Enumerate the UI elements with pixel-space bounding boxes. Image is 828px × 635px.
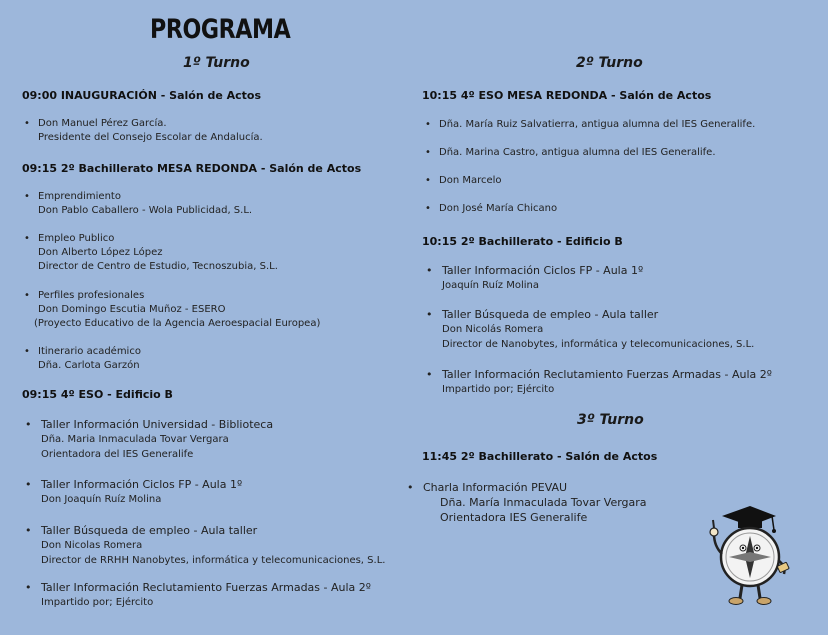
session-inauguracion-title: 09:00 INAUGURACIÓN - Salón de Actos (22, 89, 262, 102)
list-item: • Taller Búsqueda de empleo - Aula taller Don Nicolás Romera Director de Nanobytes, informática y telecomunicaciones, S.L. (424, 307, 754, 352)
turno-2-heading: 2º Turno (576, 55, 643, 71)
list-item: • Don Manuel Pérez García. Presidente del Consejo Escolar de Andalucía. (22, 117, 263, 145)
list-item: • Itinerario académico Dña. Carlota Garzón (22, 345, 141, 373)
list-item: • Taller Información Ciclos FP - Aula 1º Joaquín Ruíz Molina (424, 263, 643, 293)
list-item: • Dña. Marina Castro, antigua alumna del IES Generalife. (423, 146, 716, 160)
session-bachillerato-mesa-title: 09:15 2º Bachillerato MESA REDONDA - Salón de Actos (22, 162, 362, 175)
list-item: • Taller Información Universidad - Biblioteca Dña. Maria Inmaculada Tovar Vergara Orientadora del IES Generalife (23, 417, 273, 462)
list-item: • Charla Información PEVAU Dña. María Inmaculada Tovar Vergara Orientadora IES Generalife (405, 480, 647, 525)
list-item: • Don Marcelo (423, 174, 502, 188)
turno-3-heading: 3º Turno (577, 412, 644, 428)
turno-1-heading: 1º Turno (183, 55, 250, 71)
list-item: • Perfiles profesionales Don Domingo Escutia Muñoz - ESERO (Proyecto Educativo de la Agencia Aeroespacial Europea) (22, 289, 320, 331)
session-bachillerato-salon-title: 11:45 2º Bachillerato - Salón de Actos (422, 450, 658, 463)
list-item: • Dña. María Ruiz Salvatierra, antigua alumna del IES Generalife. (423, 118, 755, 132)
list-item: • Taller Información Reclutamiento Fuerzas Armadas - Aula 2º Impartido por; Ejército (424, 367, 772, 397)
list-item: • Taller Búsqueda de empleo - Aula taller Don Nicolas Romera Director de RRHH Nanobytes, informática y telecomunicaciones, S.L. (23, 523, 385, 568)
session-eso-edificio-b-title: 09:15 4º ESO - Edificio B (22, 388, 173, 401)
session-eso-mesa-title: 10:15 4º ESO MESA REDONDA - Salón de Actos (422, 89, 712, 102)
list-item: • Emprendimiento Don Pablo Caballero - Wola Publicidad, S.L. (22, 190, 252, 218)
page-title: PROGRAMA (150, 14, 291, 45)
list-item: • Don José María Chicano (423, 202, 557, 216)
compass-mascot-icon (700, 502, 800, 612)
list-item: • Empleo Publico Don Alberto López López Director de Centro de Estudio, Tecnoszubia, S.L. (22, 232, 278, 274)
session-bachillerato-edificio-b-title: 10:15 2º Bachillerato - Edificio B (422, 235, 623, 248)
list-item: • Taller Información Ciclos FP - Aula 1º Don Joaquín Ruíz Molina (23, 477, 242, 507)
list-item: • Taller Información Reclutamiento Fuerzas Armadas - Aula 2º Impartido por; Ejército (23, 580, 371, 610)
